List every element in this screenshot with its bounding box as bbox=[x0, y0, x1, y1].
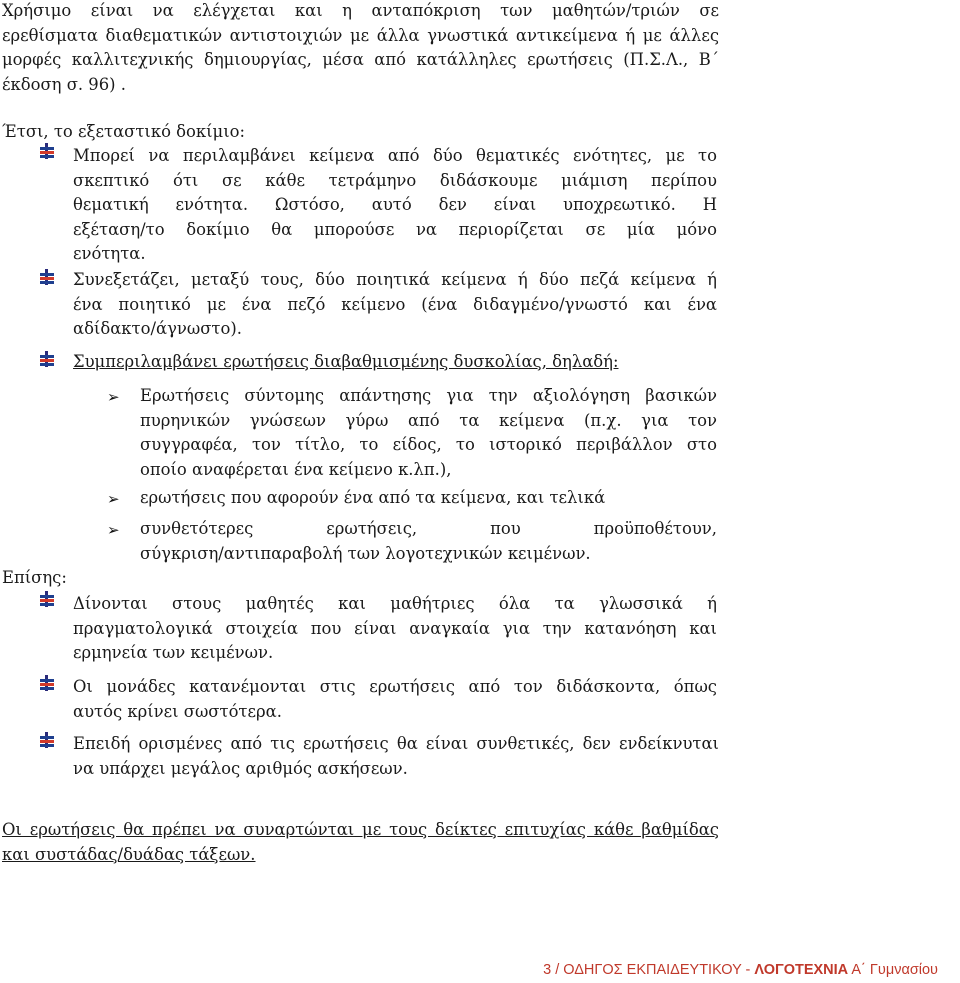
exam-item-3 bbox=[73, 350, 717, 375]
arrow-bullet-icon: ➢ bbox=[107, 521, 120, 539]
bullet-flag-icon bbox=[40, 678, 54, 692]
footer-separator: / bbox=[555, 962, 560, 978]
sub-item-line: συνθετότερες ερωτήσεις, που προϋποθέτουν, bbox=[140, 519, 717, 538]
closing-paragraph bbox=[2, 818, 719, 867]
closing-line: και συστάδας/δυάδας τάξεων. bbox=[2, 844, 256, 864]
intro-paragraph bbox=[2, 0, 719, 97]
item-line: πραγματολογικά στοιχεία που είναι αναγκαία για την κατανόηση και bbox=[73, 618, 717, 638]
exam-item-1 bbox=[73, 144, 717, 267]
item-line: σκεπτικό ότι σε κάθε τετράμηνο διδάσκουμε μιάμιση περίπου bbox=[73, 170, 717, 190]
also-heading: Επίσης: bbox=[2, 568, 67, 587]
item-line: θεματική ενότητα. Ωστόσο, αυτό δεν είναι υποχρεωτικό. Η bbox=[73, 195, 717, 214]
page-number: 3 bbox=[543, 962, 552, 978]
intro-line: έκδοση σ. 96) . bbox=[2, 74, 126, 94]
arrow-bullet-icon: ➢ bbox=[107, 388, 120, 406]
item-line: Δίνονται στους μαθητές και μαθήτριες όλα τα γλωσσικά ή bbox=[73, 594, 717, 613]
intro-line: μορφές καλλιτεχνικής δημιουργίας, μέσα από κατάλληλες ερωτήσεις (Π.Σ.Λ., Β΄ bbox=[2, 50, 719, 69]
item-line: Συνεξετάζει, μεταξύ τους, δύο ποιητικά κείμενα ή δύο πεζά κείμενα ή bbox=[73, 270, 717, 289]
bullet-flag-icon bbox=[40, 272, 54, 286]
footer-grade: Α΄ Γυμνασίου bbox=[851, 962, 938, 978]
item-line: Μπορεί να περιλαμβάνει κείμενα από δύο θεματικές ενότητες, με το bbox=[73, 146, 717, 165]
footer-guide-text: ΟΔΗΓΟΣ ΕΚΠΑΙΔΕΥΤΙΚΟΥ - bbox=[563, 962, 751, 978]
footer-subject: ΛΟΓΟΤΕΧΝΙΑ bbox=[754, 962, 849, 978]
page-footer bbox=[543, 958, 938, 983]
intro-line: Χρήσιμο είναι να ελέγχεται και η ανταπόκριση των μαθητών/τριών σε bbox=[2, 1, 719, 20]
bullet-flag-icon bbox=[40, 735, 54, 749]
sub-item-line: οποίο αναφέρεται ένα κείμενο κ.λπ.), bbox=[140, 459, 452, 479]
also-item-3 bbox=[73, 732, 719, 781]
sub-item-line: πυρηνικών γνώσεων γύρω από τα κείμενα (π.χ. για τον bbox=[140, 410, 717, 430]
sub-item-line: Ερωτήσεις σύντομης απάντησης για την αξιολόγηση βασικών bbox=[140, 386, 717, 405]
sub-item-1 bbox=[140, 384, 717, 482]
item-line: αυτός κρίνει σωστότερα. bbox=[73, 701, 282, 721]
exam-heading: Έτσι, το εξεταστικό δοκίμιο: bbox=[2, 122, 246, 141]
bullet-flag-icon bbox=[40, 594, 54, 608]
bullet-flag-icon bbox=[40, 354, 54, 368]
also-item-1 bbox=[73, 592, 717, 666]
closing-line: Οι ερωτήσεις θα πρέπει να συναρτώνται με τους δείκτες επιτυχίας κάθε βαθμίδας bbox=[2, 820, 719, 839]
sub-item-line: σύγκριση/αντιπαραβολή των λογοτεχνικών κειμένων. bbox=[140, 543, 591, 563]
item-line: εξέταση/το δοκίμιο θα μπορούσε να περιορίζεται σε μία μόνο bbox=[73, 219, 717, 239]
item-line: Επειδή ορισμένες από τις ερωτήσεις θα είναι συνθετικές, δεν ενδείκνυται bbox=[73, 734, 719, 753]
bullet-flag-icon bbox=[40, 146, 54, 160]
item-line: Συμπεριλαμβάνει ερωτήσεις διαβαθμισμένης δυσκολίας, δηλαδή: bbox=[73, 352, 619, 371]
arrow-bullet-icon: ➢ bbox=[107, 490, 120, 508]
sub-item-line: συγγραφέα, τον τίτλο, το είδος, το ιστορικό περιβάλλον στο bbox=[140, 435, 717, 454]
exam-item-2 bbox=[73, 268, 717, 342]
item-line: ενότητα. bbox=[73, 244, 146, 263]
also-item-2 bbox=[73, 675, 717, 724]
sub-item-3 bbox=[140, 517, 717, 566]
item-line: Οι μονάδες κατανέμονται στις ερωτήσεις από τον διδάσκοντα, όπως bbox=[73, 677, 717, 696]
sub-item-line: ερωτήσεις που αφορούν ένα από τα κείμενα, και τελικά bbox=[140, 488, 606, 507]
intro-line: ερεθίσματα διαθεματικών αντιστοιχιών με άλλα γνωστικά αντικείμενα ή με άλλες bbox=[2, 25, 719, 45]
item-line: να υπάρχει μεγάλος αριθμός ασκήσεων. bbox=[73, 758, 408, 778]
item-line: αδίδακτο/άγνωστο). bbox=[73, 319, 242, 338]
item-line: ερμηνεία των κειμένων. bbox=[73, 643, 274, 662]
item-line: ένα ποιητικό με ένα πεζό κείμενο (ένα διδαγμένο/γνωστό και ένα bbox=[73, 294, 717, 314]
sub-item-2 bbox=[140, 486, 717, 511]
